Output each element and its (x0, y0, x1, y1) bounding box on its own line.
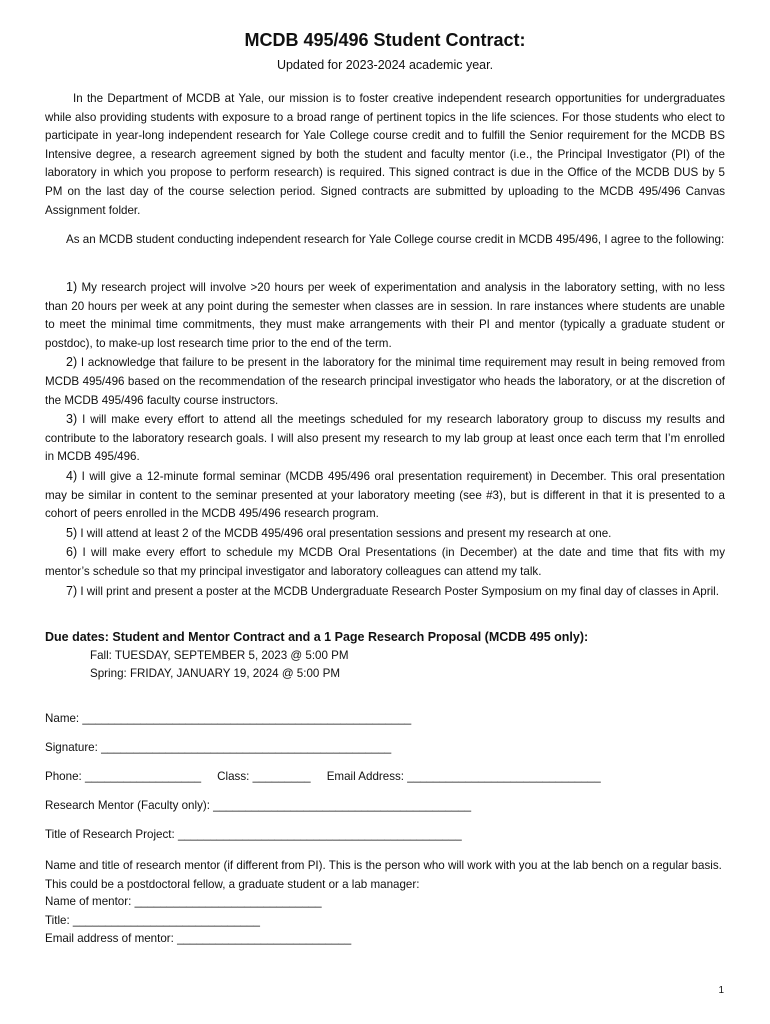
page-number: 1 (718, 985, 724, 996)
page-title: MCDB 495/496 Student Contract: (244, 30, 526, 50)
list-item: 3) I will make every effort to attend all the meetings scheduled for my research laboratory group to discuss my results and contribute to the laboratory research goals. I will also present my research to my lab group at least once each term that I’m enrolled in MCDB 495/496. (45, 412, 725, 464)
name-field[interactable]: Name: ___________________________________________________ (45, 712, 412, 725)
list-item: 5) I will attend at least 2 of the MCDB 495/496 oral presentation sessions and present my research at one. (66, 525, 612, 540)
page-subtitle: Updated for 2023-2024 academic year. (276, 58, 494, 72)
list-item: 6) I will make every effort to schedule my MCDB Oral Presentations (in December) at the date and time that fits with my mentor’s schedule so that my principal investigator and laboratory colleagues can attend my talk. (45, 545, 725, 578)
list-item: 1) My research project will involve >20 hours per week of experimentation and analysis in the laboratory setting, with no less than 20 hours per week at any point during the semester when classes are in session. In rare instances where students are unable to meet the minimal time commitments, they must make arrangements with their PI and mentor (typically a graduate student or postdoc), to make-up lost research time prior to the end of the term. (45, 280, 725, 350)
research-mentor-field[interactable]: Research Mentor (Faculty only): ________________________________________ (45, 799, 472, 812)
project-title-field[interactable]: Title of Research Project: ____________________________________________ (45, 828, 462, 841)
mentor-title-field[interactable]: Title: _____________________________ (45, 914, 260, 927)
spring-due-date: Spring: FRIDAY, JANUARY 19, 2024 @ 5:00 PM (90, 667, 340, 680)
due-dates-heading: Due dates: Student and Mentor Contract and a 1 Page Research Proposal (MCDB 495 only): (45, 630, 589, 644)
list-item: 7) I will print and present a poster at the MCDB Undergraduate Research Poster Symposium on my final day of classes in April. (66, 583, 719, 598)
agreement-list (45, 278, 725, 601)
intro-paragraph: In the Department of MCDB at Yale, our mission is to foster creative independent research opportunities for undergraduates while also providing students with exposure to a broad range of pertinent topics in the life sciences. For those students who elect to participate in year-long independent research for Yale College course credit and to fulfill the Senior requirement for the MCDB BS Intensive degree, a research agreement signed by both the student and faculty mentor (i.e., the Principal Investigator (PI) of the laboratory in which you propose to perform research) is required. This signed contract is due in the Office of the MCDB DUS by 5 PM on the last day of the course selection period. Signed contracts are submitted by uploading to the MCDB 495/496 Canvas Assignment folder. (45, 92, 725, 217)
phone-class-email-fields[interactable]: Phone: __________________ Class: _________ Email Address: ______________________________ (45, 770, 601, 783)
agreement-paragraph: As an MCDB student conducting independent research for Yale College course credit in MCDB 495/496, I agree to the following: (66, 233, 725, 246)
signature-field[interactable]: Signature: _____________________________________________ (45, 741, 392, 754)
fall-due-date: Fall: TUESDAY, SEPTEMBER 5, 2023 @ 5:00 PM (90, 649, 349, 662)
mentor-note: Name and title of research mentor (if different from PI). This is the person who will work with you at the lab bench on a regular basis. This could be a postdoctoral fellow, a graduate student or a lab manager: (45, 859, 722, 891)
list-item: 4) I will give a 12-minute formal seminar (MCDB 495/496 oral presentation requirement) in December. This oral presentation may be similar in content to the seminar presented at your laboratory meeting (see #3), but is different in that it is presented to a cohort of peers enrolled in the MCDB 495/496 research program. (45, 468, 725, 521)
list-item: 2) I acknowledge that failure to be present in the laboratory for the minimal time requirement may result in being removed from MCDB 495/496 based on the recommendation of the research principal investigator who heads the laboratory, or at the discretion of the MCDB 495/496 faculty course instructors. (45, 355, 725, 407)
mentor-email-field[interactable]: Email address of mentor: ___________________________ (45, 932, 352, 945)
mentor-name-field[interactable]: Name of mentor: _____________________________ (45, 895, 322, 908)
